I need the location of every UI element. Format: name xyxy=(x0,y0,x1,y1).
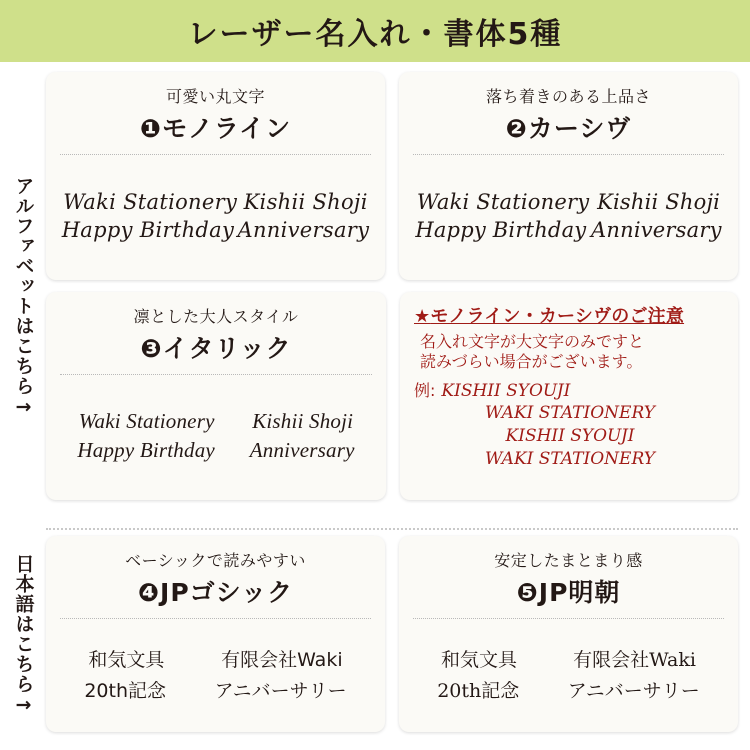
page-header xyxy=(0,0,750,62)
sample-row xyxy=(60,645,371,672)
notice-title xyxy=(414,302,726,328)
side-rail xyxy=(0,72,46,742)
font-card-label: モノライン xyxy=(162,114,292,143)
sample-text: アニバーサリー xyxy=(214,679,347,702)
sample-text: Kishii Shoji xyxy=(252,408,354,433)
section-alphabet xyxy=(46,72,738,524)
notice-body-line: 名入れ文字が大文字のみですと xyxy=(420,332,645,351)
font-card-label: イタリック xyxy=(162,334,292,363)
sample-text: 20th記念 xyxy=(437,679,520,702)
sample-row xyxy=(60,218,371,242)
sample-text: 有限会社Waki xyxy=(221,648,343,671)
sample-row xyxy=(413,645,724,672)
sample-row xyxy=(413,218,724,242)
card-divider xyxy=(60,374,372,375)
notice-title-text: モノライン・カーシヴのご注意 xyxy=(430,306,685,327)
font-card-number: ❸ xyxy=(140,334,163,363)
card-divider xyxy=(60,618,371,619)
font-card-number: ❶ xyxy=(139,114,163,143)
font-card-number: ❺ xyxy=(516,578,539,607)
section-japanese xyxy=(46,536,738,742)
page-title: レーザー名入れ・書体5種 xyxy=(187,17,563,52)
font-card-name xyxy=(140,329,291,365)
sample-text: 有限会社Waki xyxy=(573,648,696,671)
font-card-name xyxy=(506,109,632,145)
rail-label-alphabet: アルファベットはこちら→ xyxy=(12,175,35,419)
font-card-label: JPゴシック xyxy=(160,578,294,607)
font-card-cursive xyxy=(399,72,738,280)
font-card-subtitle: ベーシックで読みやすい xyxy=(125,551,306,570)
sample-row xyxy=(413,190,724,214)
card-divider xyxy=(413,154,724,155)
sample-text: Waki Stationery xyxy=(63,189,238,214)
sample-row xyxy=(60,190,371,214)
font-card-label: カーシヴ xyxy=(527,114,632,143)
font-card-subtitle: 可愛い丸文字 xyxy=(165,87,265,106)
sample-list xyxy=(60,381,372,490)
card-divider xyxy=(413,618,724,619)
sample-row xyxy=(60,409,372,434)
notice-example-line: WAKI STATIONERY xyxy=(485,448,655,469)
notice-example-line: KISHII SYOUJI xyxy=(505,425,635,446)
notice-body xyxy=(414,332,726,373)
sample-text: Anniversary xyxy=(249,437,355,462)
font-card-subtitle: 凛とした大人スタイル xyxy=(133,307,299,326)
font-card-subtitle: 落ち着きのある上品さ xyxy=(485,87,651,106)
notice-body-line: 読みづらい場合がございます。 xyxy=(420,352,643,372)
font-card-name xyxy=(140,109,291,145)
sample-list xyxy=(60,625,371,722)
sample-text: アニバーサリー xyxy=(567,679,700,702)
sample-text: Waki Stationery xyxy=(78,408,215,433)
sample-text: Happy Birthday xyxy=(61,217,235,242)
font-card-number: ❷ xyxy=(505,114,528,143)
notice-example-line: WAKI STATIONERY xyxy=(485,402,655,423)
star-icon: ★ xyxy=(414,306,431,327)
rail-label-japanese: 日本語はこちら→ xyxy=(12,553,35,717)
sample-text: Anniversary xyxy=(237,217,370,242)
sample-row xyxy=(60,676,371,703)
font-card-label: JP明朝 xyxy=(538,578,621,607)
content-area xyxy=(46,72,738,742)
sample-list xyxy=(413,625,724,722)
card-row-1 xyxy=(46,72,738,280)
section-divider xyxy=(46,528,738,530)
sample-text: Kishii Shoji xyxy=(597,189,721,214)
card-divider xyxy=(60,154,371,155)
font-card-name xyxy=(138,573,293,609)
sample-text: Waki Stationery xyxy=(416,189,590,214)
sample-row xyxy=(60,438,372,463)
font-card-monoline xyxy=(46,72,385,280)
notice-example-label: 例: xyxy=(414,380,436,400)
font-card-number: ❹ xyxy=(137,578,161,607)
font-card-subtitle: 安定したまとまり感 xyxy=(494,551,643,570)
card-row-2 xyxy=(46,292,738,500)
sample-text: Anniversary xyxy=(591,217,722,242)
sample-text: Happy Birthday xyxy=(415,217,587,242)
sample-text: 和気文具 xyxy=(88,648,165,671)
sample-list xyxy=(60,161,371,270)
notice-example-lines xyxy=(414,402,726,471)
page-body xyxy=(0,62,750,750)
notice-example-text: KISHII SYOUJI xyxy=(441,380,571,401)
sample-text: Happy Birthday xyxy=(77,437,215,462)
sample-text: 20th記念 xyxy=(84,679,166,702)
card-row-3 xyxy=(46,536,738,732)
notice-example-inline xyxy=(414,378,726,401)
sample-row xyxy=(413,676,724,703)
notice-card xyxy=(400,292,738,500)
sample-text: Kishii Shoji xyxy=(243,189,368,214)
sample-list xyxy=(413,161,724,270)
font-card-name xyxy=(517,573,621,609)
font-card-italic xyxy=(46,292,386,500)
font-card-jp-mincho xyxy=(399,536,738,732)
sample-text: 和気文具 xyxy=(441,648,518,671)
font-card-jp-gothic xyxy=(46,536,385,732)
